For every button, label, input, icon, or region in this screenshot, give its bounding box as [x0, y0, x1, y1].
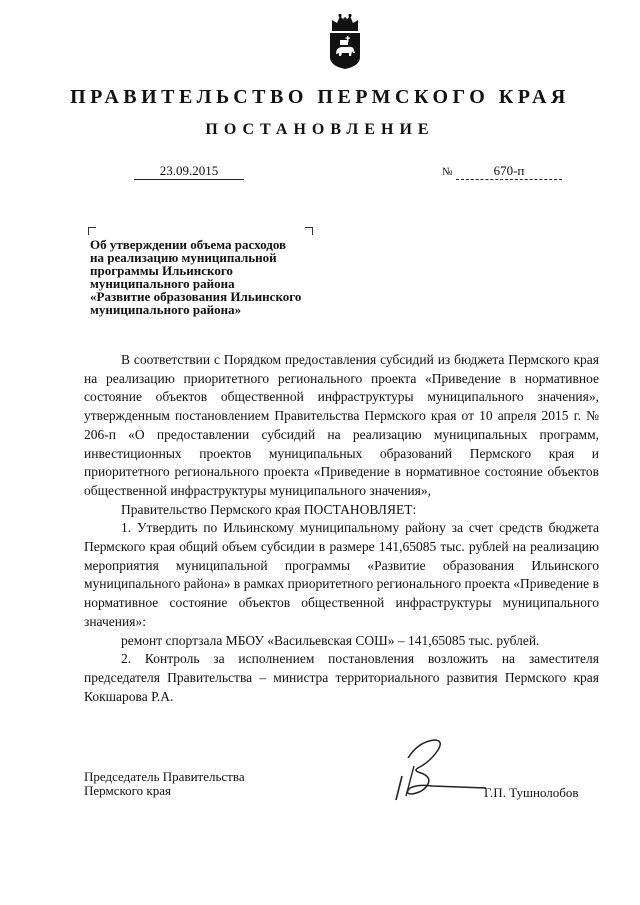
document-date: 23.09.2015 [134, 163, 244, 180]
clause-1-item: ремонт спортзала МБОУ «Васильевская СОШ» – 141,65085 тыс. рублей. [121, 632, 540, 648]
coat-of-arms-icon [326, 12, 364, 70]
subject-line: муниципального района [90, 276, 235, 291]
document-subject [90, 238, 370, 316]
handwritten-signature [388, 736, 488, 802]
subject-line: на реализацию муниципальной [90, 250, 277, 265]
document-body [84, 351, 599, 706]
subject-line: программы Ильинского [90, 263, 233, 278]
document-type: ПОСТАНОВЛЕНИЕ [205, 121, 435, 138]
clause-1-paragraph: 1. Утвердить по Ильинскому муниципальному району за счет средств бюджета Пермского края общий объем субсидии в размере 141,65085 тыс. рублей на реализацию мероприятия муниципальной программы «Развитие образования Ильинского муниципального района» в рамках приоритетного регионального проекта «Приведение в нормативное состояние объектов общественной инфраструктуры муниципального значения»: [84, 520, 599, 629]
signatory-name: Г.П. Тушнолобов [484, 785, 579, 800]
resolution-paragraph: Правительство Пермского края ПОСТАНОВЛЯЕТ: [121, 501, 417, 517]
subject-line: муниципального района» [90, 302, 242, 317]
organization-title: ПРАВИТЕЛЬСТВО ПЕРМСКОГО КРАЯ [70, 86, 570, 108]
subject-bracket-right [305, 227, 313, 235]
document-number: 670-п [456, 163, 562, 180]
signatory-position [84, 770, 245, 798]
signatory-position-line: Председатель Правительства [84, 769, 245, 784]
number-sign: № [442, 166, 453, 178]
clause-2-paragraph: 2. Контроль за исполнением постановления возложить на заместителя председателя Правительства – министра территориального развития Пермского края Кокшарова Р.А. [84, 651, 599, 704]
subject-line: Об утверждении объема расходов [90, 237, 287, 252]
preamble-paragraph: В соответствии с Порядком предоставления субсидий из бюджета Пермского края на реализацию приоритетного регионального проекта «Приведение в нормативное состояние объектов общественной инфраструктуры муниципального значения», утвержденным постановлением Правительства Пермского края от 10 апреля 2015 г. № 206-п «О предоставлении субсидий на реализацию муниципальных программ, инвестиционных проектов муниципальных образований Пермского края и приоритетного регионального проекта «Приведение в нормативное состояние объектов общественной инфраструктуры муниципального значения», [84, 352, 599, 498]
subject-bracket-left [88, 227, 96, 235]
signatory-position-line: Пермского края [84, 783, 171, 798]
subject-line: «Развитие образования Ильинского [90, 289, 302, 304]
